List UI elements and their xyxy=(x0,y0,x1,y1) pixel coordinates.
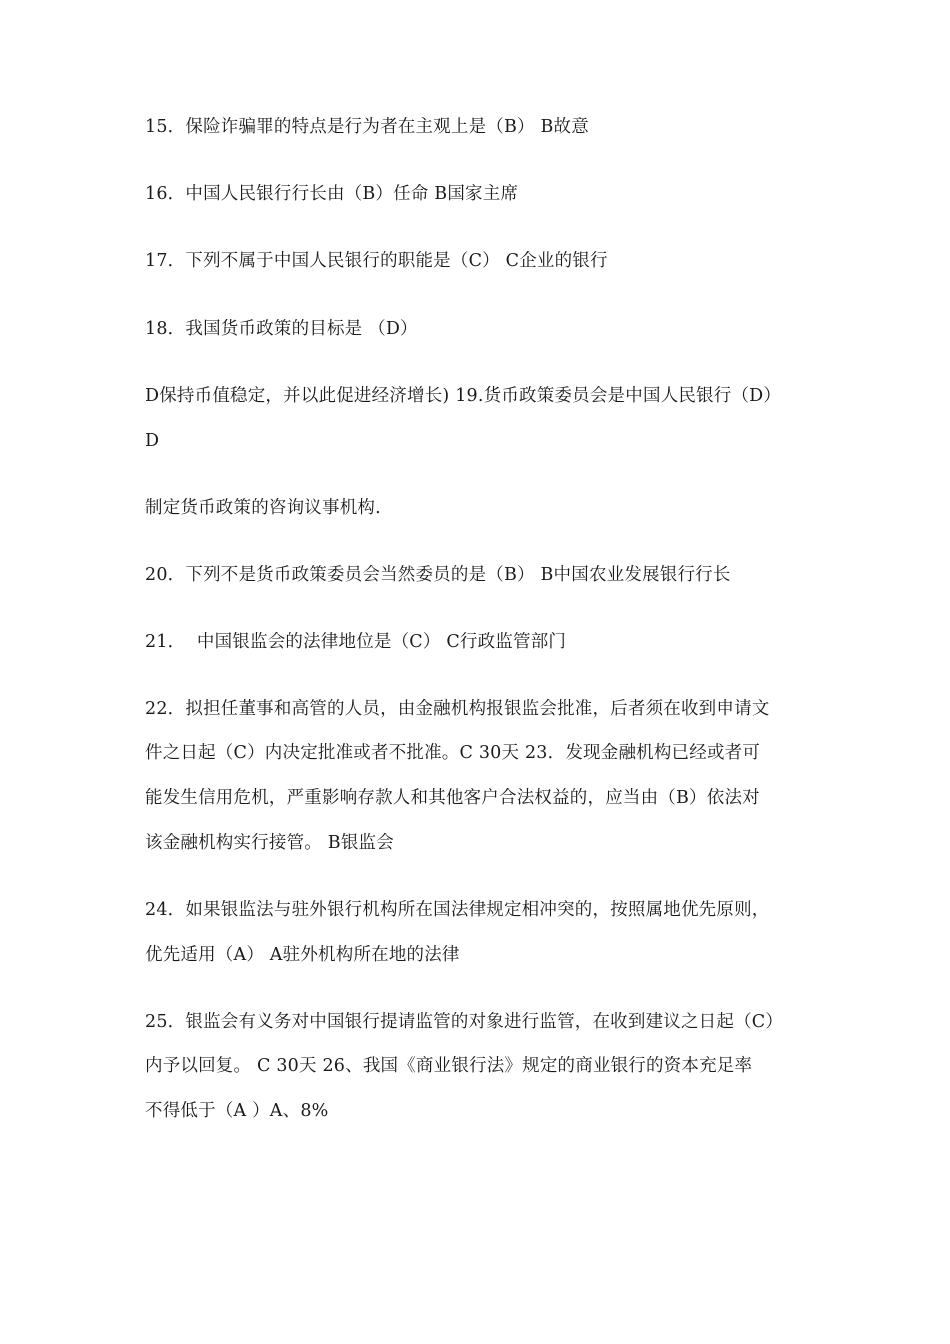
question-17: 17．下列不属于中国人民银行的职能是（C） C企业的银行 xyxy=(145,251,608,271)
question-18-answer-19: D保持币值稳定，并以此促进经济增长) 19.货币政策委员会是中国人民银行（D） xyxy=(145,386,782,406)
question-21: 21． 中国银监会的法律地位是（C） C行政监管部门 xyxy=(145,632,567,652)
question-16: 16．中国人民银行行长由（B）任命 B国家主席 xyxy=(145,184,519,204)
question-24-line-1: 24．如果银监法与驻外银行机构所在国法律规定相冲突的，按照属地优先原则， xyxy=(145,900,770,920)
question-26-line-3: 不得低于（A ）A、8% xyxy=(145,1101,329,1121)
question-15: 15．保险诈骗罪的特点是行为者在主观上是（B） B故意 xyxy=(145,117,589,137)
question-23-line-2: 该金融机构实行接管。 B银监会 xyxy=(145,833,394,853)
question-23-line-1: 能发生信用危机，严重影响存款人和其他客户合法权益的，应当由（B）依法对 xyxy=(145,788,760,808)
question-19-answer: D xyxy=(145,431,160,451)
question-22-line-2: 件之日起（C）内决定批准或者不批准。C 30天 23．发现金融机构已经或者可 xyxy=(145,743,761,763)
question-19-answer-text: 制定货币政策的咨询议事机构. xyxy=(145,498,381,518)
question-25-26-line-2: 内予以回复。 C 30天 26、我国《商业银行法》规定的商业银行的资本充足率 xyxy=(145,1056,753,1076)
question-22-line-1: 22．拟担任董事和高管的人员，由金融机构报银监会批准，后者须在收到申请文 xyxy=(145,699,770,719)
question-25-line-1: 25．银监会有义务对中国银行提请监管的对象进行监管，在收到建议之日起（C） xyxy=(145,1012,784,1032)
question-18: 18．我国货币政策的目标是 （D） xyxy=(145,319,418,339)
question-24-line-2: 优先适用（A） A驻外机构所在地的法律 xyxy=(145,945,460,965)
question-20: 20．下列不是货币政策委员会当然委员的是（B） B中国农业发展银行行长 xyxy=(145,565,731,585)
